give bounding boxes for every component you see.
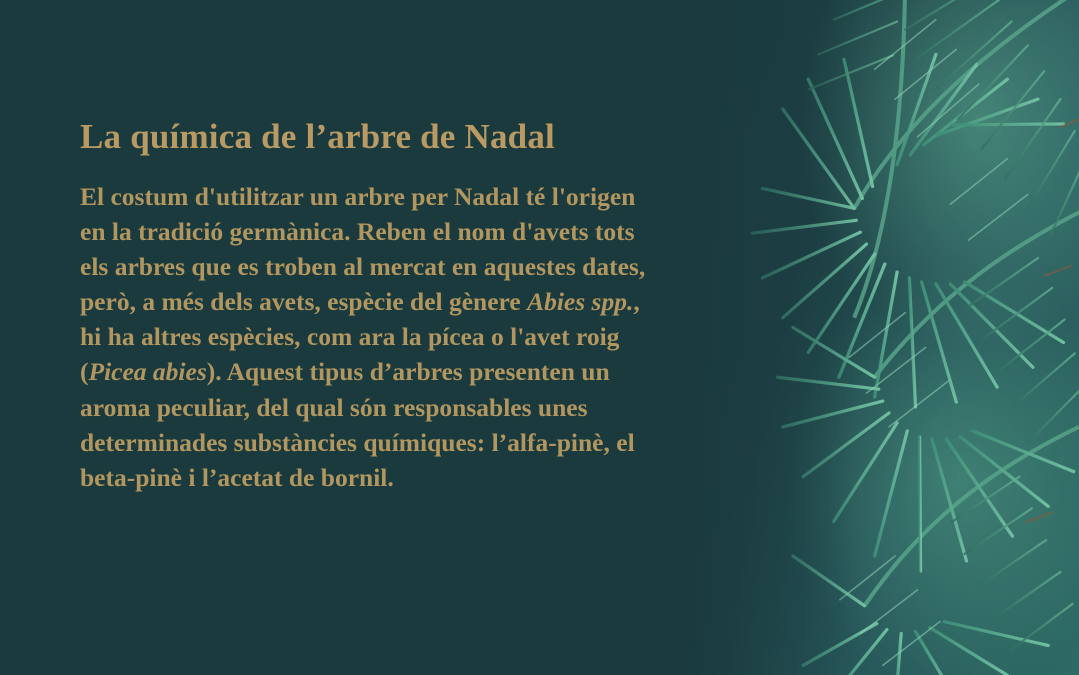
body-paragraph [80,179,650,496]
body-segment: Abies spp. [527,287,634,317]
pine-branch-photo [659,0,1079,675]
body-segment: El costum d'utilitzar un arbre per Nadal té l'origen en la tradició germànica. Reben el nom d'avets tots els arbres que es troben al mercat en aquestes dates, però, a més dels avets, espècie del gènere [80,181,646,317]
body-segment: , hi ha altres espècies, com ara la pícea o l'avet roig ( [80,287,640,387]
text-content [80,118,680,495]
body-segment: ). Aquest tipus d’arbres presenten un aroma peculiar, del qual són responsables unes determinades substàncies químiques: l’alfa-pinè, el beta-pinè i l’acetat de bornil. [80,357,635,492]
pine-needles-illustration [659,0,1079,675]
page-title: La química de l’arbre de Nadal [80,117,555,156]
body-segment: Picea abies [88,357,207,387]
